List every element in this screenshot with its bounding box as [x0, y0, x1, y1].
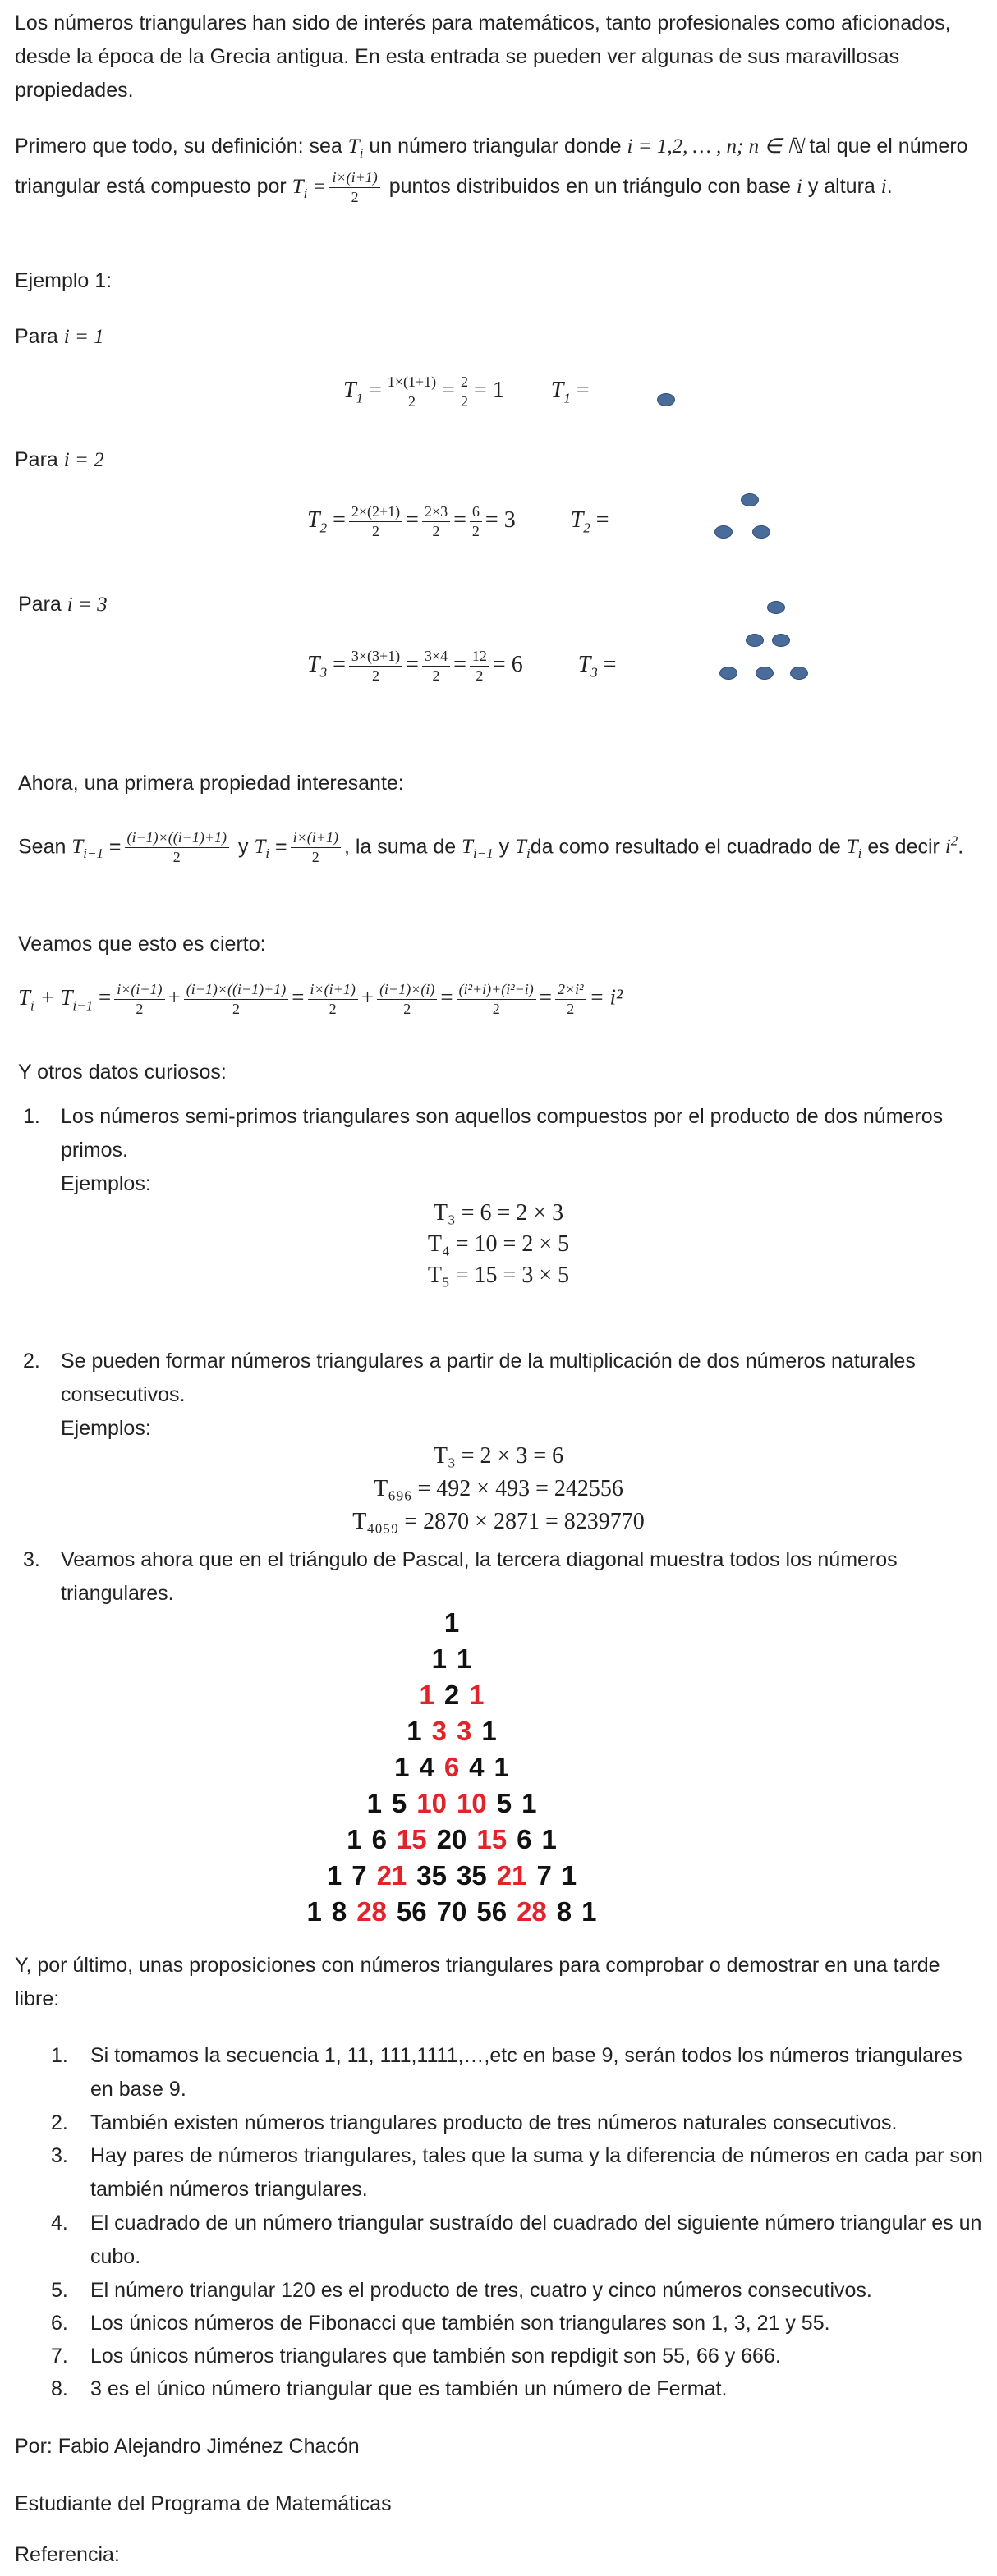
proposition-number: 2. — [51, 2111, 68, 2134]
pascal-number: 1 — [581, 1896, 597, 1927]
pascal-number: 8 — [331, 1896, 347, 1927]
proposition-text: Los únicos números de Fibonacci que también son triangulares son 1, 3, 21 y 55. — [90, 2312, 830, 2335]
pascal-number: 1 — [481, 1716, 497, 1746]
curious-1-examples-label: Ejemplos: — [61, 1172, 151, 1195]
case-1-equation: $T_1$ = $\frac{1\times(1+1)}{2}$ = $\frac{2}{2}$ = 1 $T_1$ = — [343, 374, 590, 410]
pascal-number: 1 — [469, 1680, 485, 1710]
proposition-text: Los únicos números triangulares que también son repdigit son 55, 66 y 666. — [90, 2345, 781, 2367]
pascal-number: 3 — [431, 1716, 447, 1746]
pascal-number: 20 — [436, 1824, 467, 1854]
pascal-number: 28 — [356, 1896, 387, 1927]
affiliation: Estudiante del Programa de Matemáticas — [15, 2492, 392, 2515]
pascal-number: 2 — [443, 1680, 460, 1710]
pascal-number: 1 — [561, 1860, 577, 1891]
pascal-number: 5 — [496, 1788, 512, 1818]
dot-icon — [790, 667, 808, 680]
pascal-number: 1 — [457, 1643, 472, 1674]
curious-2-eq-2: T₆₉₆ = 492 × 493 = 242556 — [374, 1476, 623, 1501]
pascal-number: 15 — [396, 1824, 427, 1854]
pascal-number: 5 — [391, 1788, 407, 1818]
pascal-row — [246, 1752, 657, 1783]
pascal-number: 6 — [443, 1752, 460, 1782]
pascal-row — [246, 1607, 657, 1639]
pascal-number: 35 — [457, 1860, 487, 1891]
definition-fraction: $\frac{i\times(i+1)}{2}$ — [329, 170, 379, 205]
proposition-number: 4. — [51, 2212, 68, 2235]
pascal-number: 1 — [347, 1824, 362, 1854]
curious-1-text: Los números semi-primos triangulares son aquellos compuestos por el producto de dos números primos. — [61, 1105, 944, 1162]
closing-intro: Y, por último, unas proposiciones con números triangulares para comprobar o demostrar en una tarde libre: — [15, 1954, 940, 2010]
definition-text-5: y altura — [807, 175, 875, 198]
pascal-number: 1 — [306, 1896, 322, 1927]
pascal-number: 1 — [541, 1824, 557, 1854]
definition-ti: $T_i$ — [347, 135, 364, 161]
pascal-row — [246, 1824, 657, 1855]
pascal-row — [246, 1788, 657, 1819]
pascal-number: 1 — [394, 1752, 410, 1782]
definition-formula: $T_i$ = — [292, 176, 327, 201]
proposition-number: 3. — [51, 2144, 68, 2167]
definition-paragraph: Primero que todo, su definición: sea $T_i$ un número triangular donde i = 1,2, … , n; n ∈ ℕ tal que el número triangular está compuesto por $T_i$ = $\frac{i\times(i+1)}{2}$ puntos distribuidos en un triángulo con base i y altura i. — [15, 135, 968, 205]
proposition-number: 7. — [51, 2345, 68, 2367]
curious-2-examples-label: Ejemplos: — [61, 1417, 151, 1440]
pascal-number: 8 — [556, 1896, 572, 1927]
proposition-text: También existen números triangulares producto de tres números naturales consecutivos. — [90, 2111, 898, 2134]
pascal-number: 15 — [476, 1824, 508, 1854]
pascal-number: 70 — [436, 1896, 467, 1927]
dot-icon — [752, 525, 770, 539]
pascal-number: 21 — [496, 1860, 527, 1891]
verify-intro: Veamos que esto es cierto: — [18, 933, 266, 956]
pascal-number: 56 — [476, 1896, 508, 1927]
pascal-number: 1 — [407, 1716, 422, 1746]
author: Por: Fabio Alejandro Jiménez Chacón — [15, 2435, 360, 2458]
case-3-label: Para i = 3 — [18, 593, 108, 616]
proposition-text: Hay pares de números triangulares, tales que la suma y la diferencia de números en cada par son también números triangulares. — [90, 2144, 983, 2201]
proposition-number: 8. — [51, 2377, 68, 2400]
curious-3-text: Veamos ahora que en el triángulo de Pascal, la tercera diagonal muestra todos los números triangulares. — [61, 1548, 898, 1605]
example-title: Ejemplo 1: — [15, 269, 113, 292]
reference-label: Referencia: — [15, 2543, 120, 2566]
pascal-row — [246, 1680, 657, 1711]
pascal-number: 1 — [431, 1643, 447, 1674]
curious-2-text: Se pueden formar números triangulares a partir de la multiplicación de dos números naturales consecutivos. — [61, 1350, 916, 1406]
pascal-number: 1 — [521, 1788, 537, 1818]
curious-2-eq-3: T₄₀₅₉ = 2870 × 2871 = 8239770 — [352, 1509, 645, 1534]
curious-1-number: 1. — [23, 1105, 40, 1128]
pascal-number: 3 — [457, 1716, 472, 1746]
property-paragraph: Sean $T_{i-1}$ = $\frac{(i-1)\times((i-1)+1)}{2}$ y $T_i$ = $\frac{i\times(i+1)}{2}$ , la suma de $T_{i-1}$ y $T_ida$ como resultado el cuadrado de $T_i$ es decir $i^2$. — [18, 829, 964, 866]
pascal-number: 4 — [469, 1752, 485, 1782]
curious-2-eq-1: T₃ = 2 × 3 = 6 — [433, 1443, 564, 1469]
pascal-number: 6 — [371, 1824, 387, 1854]
pascal-number: 6 — [517, 1824, 532, 1854]
pascal-row — [246, 1860, 657, 1891]
proposition-number: 6. — [51, 2312, 68, 2335]
definition-text-2: un número triangular donde — [369, 135, 622, 158]
case-2-label: Para i = 2 — [15, 448, 104, 471]
dot-icon — [746, 634, 764, 647]
proposition-text: El cuadrado de un número triangular sustraído del cuadrado del siguiente número triangular es un cubo. — [90, 2212, 982, 2268]
curious-3-number: 3. — [23, 1548, 40, 1571]
dot-icon — [741, 493, 759, 506]
proposition-number: 5. — [51, 2279, 68, 2302]
verify-equation: $T_i + T_{i-1}$ = $\frac{i\times(i+1)}{2}$ + $\frac{(i-1)\times((i-1)+1)}{2}$ = $\frac{i\times(i+1)}{2}$ + $\frac{(i-1)\times(i)}{2}$ = $\frac{\text{(i²+i)+(i²−i)}}{2}$ = $\frac{\text{2×i²}}{2}$ = i² — [18, 981, 623, 1017]
dot-icon — [657, 393, 675, 406]
case-1-label: Para i = 1 — [15, 325, 104, 348]
case-2-equation: $T_2$ = $\frac{2\times(2+1)}{2}$ = $\frac{2\times 3}{2}$ = $\frac{6}{2}$ = 3 $T_2$ = — [307, 503, 609, 539]
dot-icon — [714, 525, 733, 539]
pascal-number: 21 — [376, 1860, 407, 1891]
pascal-number: 10 — [457, 1788, 487, 1818]
curious-2-number: 2. — [23, 1350, 40, 1373]
pascal-number: 1 — [443, 1607, 460, 1638]
pascal-row — [246, 1716, 657, 1747]
curious-1-eq-2: T₄ = 10 = 2 × 5 — [427, 1231, 570, 1257]
proposition-text: 3 es el único número triangular que es también un número de Fermat. — [90, 2377, 728, 2400]
pascal-number: 7 — [351, 1860, 367, 1891]
dot-icon — [756, 667, 774, 680]
dot-icon — [772, 634, 790, 647]
definition-text-3: tal que el número triangular está compuesto por — [15, 135, 968, 198]
case-3-equation: $T_3$ = $\frac{3\times(3+1)}{2}$ = $\frac{3\times 4}{2}$ = $\frac{12}{2}$ = 6 $T_3$ = — [307, 648, 617, 684]
curious-1-eq-1: T₃ = 6 = 2 × 3 — [433, 1200, 564, 1226]
pascal-number: 28 — [517, 1896, 547, 1927]
pascal-number: 7 — [536, 1860, 552, 1891]
pascal-number: 56 — [396, 1896, 427, 1927]
proposition-number: 1. — [51, 2044, 68, 2067]
pascal-number: 35 — [416, 1860, 447, 1891]
curious-1-eq-3: T₅ = 15 = 3 × 5 — [427, 1263, 570, 1288]
pascal-number: 1 — [366, 1788, 382, 1818]
dot-icon — [719, 667, 737, 680]
pascal-number: 1 — [494, 1752, 509, 1782]
definition-index-range: i = 1,2, … , n; n ∈ ℕ — [627, 135, 804, 158]
pascal-number: 1 — [419, 1680, 434, 1710]
curious-intro: Y otros datos curiosos: — [18, 1061, 227, 1084]
definition-text-4: puntos distribuidos en un triángulo con base — [388, 175, 791, 198]
pascal-number: 10 — [416, 1788, 447, 1818]
property-intro: Ahora, una primera propiedad interesante: — [18, 772, 404, 795]
pascal-row — [246, 1896, 657, 1927]
pascal-row — [246, 1643, 657, 1675]
pascal-number: 1 — [326, 1860, 342, 1891]
dot-icon — [767, 601, 785, 614]
pascal-number: 4 — [419, 1752, 434, 1782]
proposition-text: El número triangular 120 es el producto de tres, cuatro y cinco números consecutivos. — [90, 2279, 872, 2302]
proposition-text: Si tomamos la secuencia 1, 11, 111,1111,…,etc en base 9, serán todos los números triangulares en base 9. — [90, 2044, 963, 2101]
intro-paragraph: Los números triangulares han sido de interés para matemáticos, tanto profesionales como aficionados, desde la época de la Grecia antigua. En esta entrada se pueden ver algunas de sus maravillosas propiedades. — [15, 11, 951, 102]
definition-text-1: Primero que todo, su definición: sea — [15, 135, 342, 158]
